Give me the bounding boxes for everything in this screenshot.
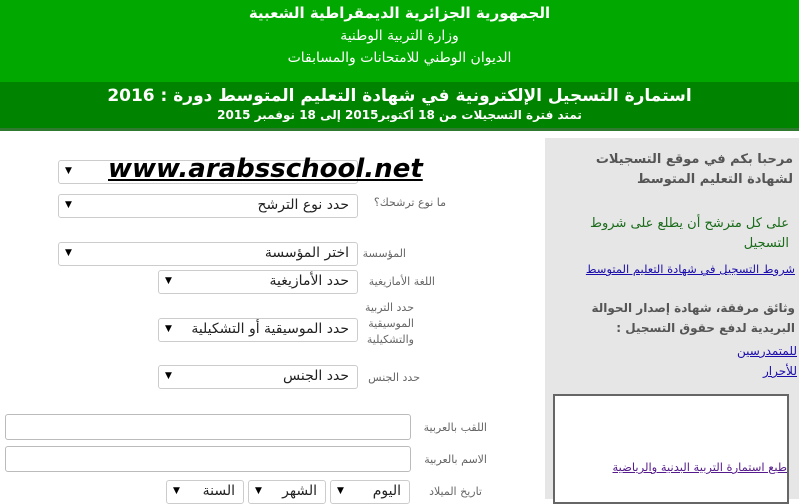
chevron-down-icon: ▼ [165,371,172,381]
arts-value: حدد الموسيقية أو التشكيلية [191,321,349,337]
registration-period: تمتد فترة التسجيلات من 18 أكتوبر2015 إلى 18 نوفمبر 2015 [217,108,582,122]
arts-label: حدد التربية الموسيقية والتشكيلية [364,301,414,346]
gender-value: حدد الجنس [283,368,349,384]
conditions-note: على كل مترشح أن يطلع على شروط التسجيل [590,216,789,251]
amazigh-select[interactable] [158,270,358,294]
birth-day-value: اليوم [372,483,401,499]
free-candidates-link[interactable]: للأحرار [763,364,797,378]
institution-select[interactable] [58,242,358,266]
firstname-label: الاسم بالعربية [424,453,487,466]
chevron-down-icon: ▼ [337,486,344,496]
header-divider [0,128,799,131]
birth-year-value: السنة [202,483,235,499]
page-title: استمارة التسجيل الإلكترونية في شهادة التعليم المتوسط دورة : 2016 [107,86,692,106]
chevron-down-icon: ▼ [255,486,262,496]
birth-month-select[interactable] [248,480,326,504]
birth-month-value: الشهر [282,483,317,499]
chevron-down-icon: ▼ [173,486,180,496]
amazigh-label: اللغة الأمازيغية [368,275,435,288]
candidate-type-label: ما نوع ترشحك؟ [373,196,446,209]
country-name: الجمهورية الجزائرية الديمقراطية الشعبية [248,4,551,22]
lastname-input[interactable] [5,414,411,440]
birth-year-select[interactable] [166,480,244,504]
header-banner [0,0,799,82]
print-pe-form-link[interactable]: طبع استمارة التربية البدنية والرياضية [612,460,787,474]
birthdate-label: تاريخ الميلاد [429,485,482,498]
chevron-down-icon: ▼ [65,200,72,210]
gender-label: حدد الجنس [368,371,420,384]
lastname-label: اللقب بالعربية [423,421,487,434]
welcome-text: مرحبا بكم في موقع التسجيلات لشهادة التعليم المتوسط [595,152,793,187]
attached-docs-text: وثائق مرفقة، شهادة إصدار الحوالة البريدية لدفع حقوق التسجيل : [591,301,795,335]
chevron-down-icon: ▼ [65,166,72,176]
gender-select[interactable] [158,365,358,389]
candidate-type-select[interactable] [58,194,358,218]
chevron-down-icon: ▼ [65,248,72,258]
print-box [553,394,789,504]
chevron-down-icon: ▼ [165,276,172,286]
watermark-text: www.arabsschool.net [108,154,423,184]
schooled-link[interactable]: للمتمدرسين [736,344,797,358]
institution-value: اختر المؤسسة [264,245,349,261]
sidebar [545,138,799,499]
conditions-link[interactable]: شروط التسجيل في شهادة التعليم المتوسط [585,262,795,276]
office-name: الديوان الوطني للامتحانات والمسابقات [287,50,512,66]
birth-day-select[interactable] [330,480,410,504]
chevron-down-icon: ▼ [165,324,172,334]
title-banner [0,82,799,128]
firstname-input[interactable] [5,446,411,472]
arts-select[interactable] [158,318,358,342]
candidate-type-value: حدد نوع الترشح [257,197,349,213]
institution-label: المؤسسة [362,247,406,260]
ministry-name: وزارة التربية الوطنية [340,28,459,44]
amazigh-value: حدد الأمازيغية [269,273,349,289]
